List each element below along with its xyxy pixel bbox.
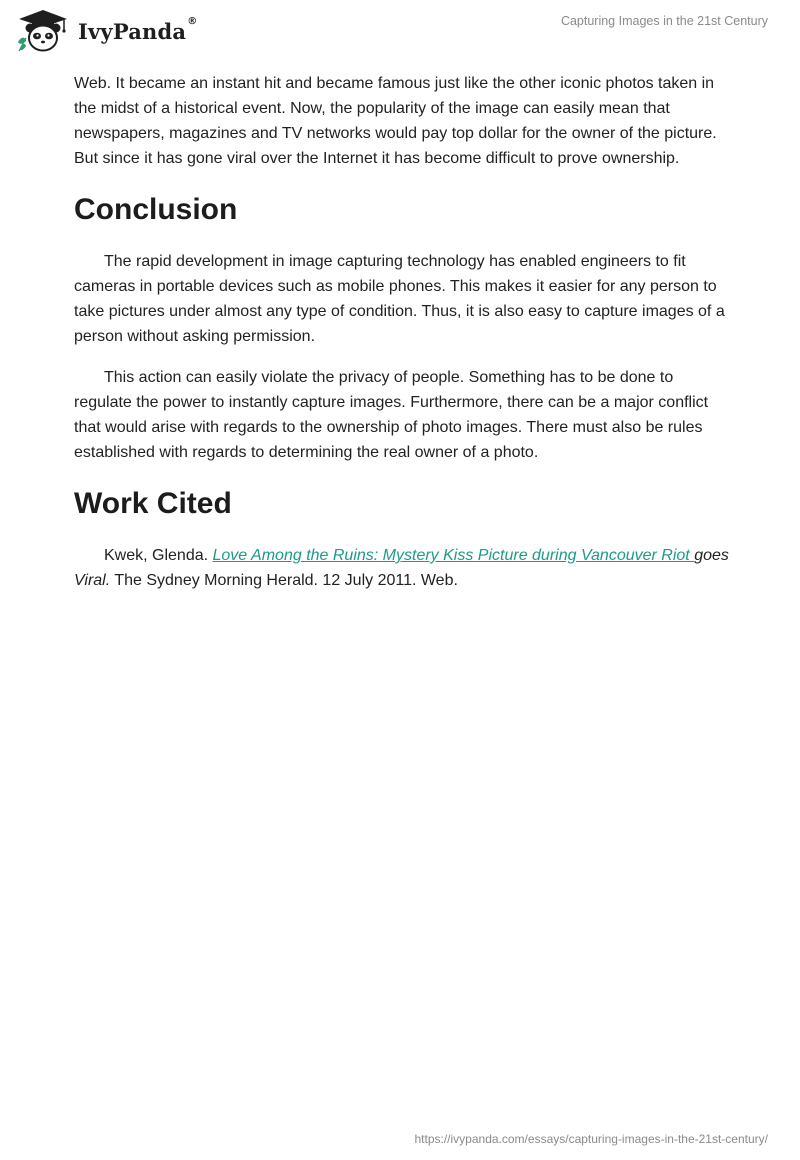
essay-content bbox=[74, 71, 729, 609]
panda-mascot-icon bbox=[14, 8, 72, 52]
citation-source: The Sydney Morning Herald. 12 July 2011. Web. bbox=[110, 572, 458, 589]
citation-title-rest: goes Viral. bbox=[74, 547, 729, 589]
citation-title-link[interactable]: Love Among the Ruins: Mystery Kiss Picture during Vancouver Riot bbox=[212, 547, 695, 564]
page-header bbox=[0, 0, 800, 62]
footer-url[interactable]: https://ivypanda.com/essays/capturing-images-in-the-21st-century/ bbox=[414, 1132, 768, 1146]
ivypanda-logo[interactable] bbox=[14, 8, 197, 52]
conclusion-paragraph-2: This action can easily violate the privacy of people. Something has to be done to regulate the power to instantly capture images. Furthermore, there can be a major conflict that would arise with regards to the ownership of photo images. There must also be rules established with regards to determining the real owner of a photo. bbox=[74, 369, 709, 461]
logo-wordmark: IvyPanda bbox=[78, 18, 187, 44]
citation-entry bbox=[74, 543, 729, 593]
intro-paragraph: Web. It became an instant hit and became famous just like the other iconic photos taken in the midst of a historical event. Now, the popularity of the image can easily mean that newspapers, magazines and TV networks would pay top dollar for the owner of the picture. But since it has gone viral over the Internet it has become difficult to prove ownership. bbox=[74, 75, 717, 167]
works-cited-heading: Work Cited bbox=[74, 487, 232, 520]
document-title: Capturing Images in the 21st Century bbox=[560, 14, 768, 28]
conclusion-heading: Conclusion bbox=[74, 193, 238, 226]
conclusion-paragraph-1: The rapid development in image capturing technology has enabled engineers to fit cameras in portable devices such as mobile phones. This makes it easier for any person to take pictures under almost any type of condition. Thus, it is also easy to capture images of a person without asking permission. bbox=[74, 253, 725, 345]
citation-author: Kwek, Glenda. bbox=[104, 547, 213, 564]
registered-mark: ® bbox=[187, 15, 198, 27]
